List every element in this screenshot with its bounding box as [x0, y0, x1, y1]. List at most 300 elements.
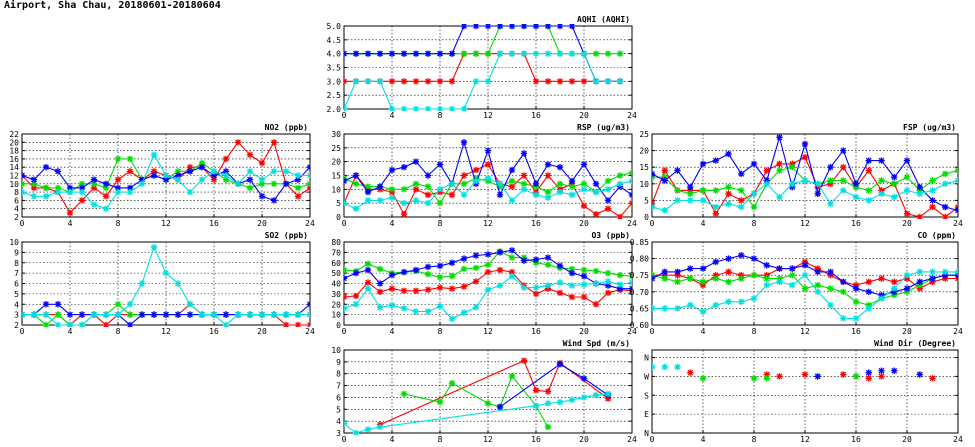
data-point-blue [437, 263, 443, 269]
data-point-red [271, 139, 277, 145]
data-point-blue [473, 252, 479, 258]
data-point-green [509, 254, 515, 260]
y-tick-label: 15 [639, 163, 649, 173]
x-tick-label: 24 [953, 327, 963, 336]
data-point-blue [569, 178, 575, 184]
data-point-red [79, 197, 85, 203]
data-point-cyan [461, 192, 467, 198]
data-point-green [581, 267, 587, 273]
y-tick-label: N [644, 353, 649, 363]
data-point-red [662, 167, 668, 173]
data-point-cyan [307, 311, 313, 317]
data-point-cyan [827, 302, 833, 308]
data-point-green [437, 274, 443, 280]
data-point-red [295, 322, 301, 328]
data-point-blue [187, 168, 193, 174]
data-point-cyan [461, 106, 467, 112]
data-point-cyan [401, 305, 407, 311]
data-point-cyan [649, 305, 655, 311]
data-point-blue [271, 197, 277, 203]
data-point-cyan [187, 189, 193, 195]
data-point-red [413, 186, 419, 192]
data-point-cyan [365, 78, 371, 84]
data-point-green [19, 181, 25, 187]
data-point-cyan [365, 426, 371, 432]
y-tick-label: 3 [14, 310, 19, 320]
data-point-green [485, 400, 491, 406]
data-point-blue [461, 23, 467, 29]
y-tick-label: 60 [331, 258, 341, 268]
data-point-blue [67, 311, 73, 317]
data-point-green [700, 187, 706, 193]
data-point-green [43, 322, 49, 328]
data-point-cyan [341, 305, 347, 311]
data-point-blue [815, 373, 821, 379]
data-point-cyan [827, 201, 833, 207]
y-tick-label: 14 [9, 163, 19, 173]
data-point-red [449, 78, 455, 84]
data-point-red [929, 375, 935, 381]
data-point-blue [802, 141, 808, 147]
data-point-green [509, 373, 515, 379]
data-point-green [413, 181, 419, 187]
data-point-green [461, 181, 467, 187]
data-point-cyan [725, 299, 731, 305]
data-point-red [377, 289, 383, 295]
data-point-blue [151, 311, 157, 317]
data-point-blue [43, 301, 49, 307]
data-point-green [425, 271, 431, 277]
data-point-blue [764, 262, 770, 268]
data-point-red [687, 369, 693, 375]
data-point-blue [223, 311, 229, 317]
data-point-green [789, 272, 795, 278]
y-tick-label: 4 [336, 417, 341, 427]
series-line-red [380, 361, 608, 425]
data-point-cyan [764, 282, 770, 288]
data-point-cyan [700, 309, 706, 315]
x-tick-label: 16 [209, 327, 219, 336]
y-tick-label: 5 [336, 405, 341, 415]
y-tick-label: 8 [336, 369, 341, 379]
data-point-blue [878, 157, 884, 163]
x-tick-label: 0 [649, 219, 655, 228]
data-point-green [295, 185, 301, 191]
x-tick-label: 16 [531, 327, 541, 336]
data-point-cyan [425, 200, 431, 206]
data-point-blue [425, 50, 431, 56]
data-point-cyan [569, 192, 575, 198]
data-point-red [866, 375, 872, 381]
data-point-cyan [674, 364, 680, 370]
data-point-red [533, 291, 539, 297]
data-point-cyan [259, 176, 265, 182]
y-tick-label: 25 [331, 143, 341, 153]
data-point-blue [413, 158, 419, 164]
data-point-blue [891, 368, 897, 374]
data-point-blue [341, 50, 347, 56]
x-tick-label: 4 [389, 327, 395, 336]
x-tick-label: 0 [649, 327, 655, 336]
data-point-red [840, 371, 846, 377]
y-tick-label: 0.85 [629, 238, 649, 247]
data-point-blue [533, 256, 539, 262]
data-point-cyan [175, 280, 181, 286]
x-tick-label: 0 [649, 435, 655, 444]
data-point-cyan [377, 197, 383, 203]
data-point-red [545, 78, 551, 84]
data-point-cyan [674, 197, 680, 203]
data-point-red [917, 214, 923, 220]
data-point-blue [425, 264, 431, 270]
data-point-cyan [751, 191, 757, 197]
data-point-green [605, 270, 611, 276]
data-point-cyan [353, 206, 359, 212]
x-tick-label: 0 [341, 327, 347, 336]
y-tick-label: 3.0 [326, 77, 341, 87]
data-point-red [904, 210, 910, 216]
data-point-green [485, 50, 491, 56]
data-point-cyan [151, 244, 157, 250]
data-point-red [738, 197, 744, 203]
x-tick-label: 24 [953, 435, 963, 444]
y-tick-label: 7 [336, 381, 341, 391]
data-point-cyan [605, 78, 611, 84]
data-point-green [929, 177, 935, 183]
series-group [341, 357, 611, 436]
x-tick-label: 4 [700, 327, 706, 336]
data-point-green [127, 156, 133, 162]
data-point-blue [353, 172, 359, 178]
data-point-red [389, 78, 395, 84]
x-tick-label: 0 [341, 111, 347, 120]
data-point-cyan [223, 172, 229, 178]
data-point-cyan [593, 78, 599, 84]
data-point-cyan [649, 364, 655, 370]
data-point-blue [461, 139, 467, 145]
data-point-cyan [175, 176, 181, 182]
series-line-cyan [652, 181, 958, 211]
data-point-red [776, 161, 782, 167]
x-tick-label: 8 [437, 435, 443, 444]
data-point-blue [557, 361, 563, 367]
chart-no2 [9, 123, 315, 228]
data-point-green [473, 50, 479, 56]
data-point-blue [103, 181, 109, 187]
data-point-cyan [365, 285, 371, 291]
x-tick-label: 4 [700, 219, 706, 228]
data-point-green [687, 275, 693, 281]
y-tick-label: 20 [331, 157, 341, 167]
chart-title: SO2 (ppb) [264, 231, 308, 240]
data-point-cyan [377, 304, 383, 310]
data-point-green [593, 50, 599, 56]
data-point-cyan [365, 197, 371, 203]
data-point-green [545, 424, 551, 430]
data-point-green [725, 184, 731, 190]
data-point-cyan [917, 191, 923, 197]
data-point-green [751, 375, 757, 381]
data-point-cyan [473, 304, 479, 310]
data-point-blue [55, 168, 61, 174]
data-point-blue [815, 269, 821, 275]
data-point-blue [917, 279, 923, 285]
data-point-blue [365, 189, 371, 195]
data-point-green [725, 279, 731, 285]
data-point-cyan [629, 279, 635, 285]
series-group [649, 364, 936, 382]
data-point-red [581, 78, 587, 84]
y-tick-label: 70 [331, 248, 341, 258]
data-point-cyan [485, 175, 491, 181]
data-point-blue [662, 269, 668, 275]
data-point-green [461, 266, 467, 272]
data-point-green [605, 50, 611, 56]
data-point-cyan [569, 397, 575, 403]
data-point-red [840, 164, 846, 170]
data-point-green [891, 181, 897, 187]
chart-title: RSP (ug/m3) [577, 123, 630, 132]
data-point-cyan [904, 272, 910, 278]
data-point-blue [533, 181, 539, 187]
data-point-cyan [127, 301, 133, 307]
y-tick-label: 6 [336, 393, 341, 403]
data-point-blue [127, 322, 133, 328]
y-tick-label: 10 [9, 238, 19, 247]
data-point-green [815, 282, 821, 288]
data-point-cyan [649, 204, 655, 210]
y-tick-label: 5 [14, 289, 19, 299]
data-point-blue [904, 285, 910, 291]
x-tick-label: 20 [257, 327, 267, 336]
x-tick-label: 8 [751, 435, 757, 444]
data-point-red [437, 78, 443, 84]
data-point-cyan [413, 197, 419, 203]
data-point-cyan [223, 322, 229, 328]
data-point-green [674, 187, 680, 193]
data-point-blue [649, 275, 655, 281]
data-point-cyan [891, 285, 897, 291]
data-point-green [115, 301, 121, 307]
data-point-blue [866, 289, 872, 295]
data-point-blue [485, 23, 491, 29]
data-point-cyan [581, 394, 587, 400]
data-point-cyan [43, 193, 49, 199]
data-point-red [413, 78, 419, 84]
y-tick-label: 5 [644, 196, 649, 206]
data-point-cyan [569, 50, 575, 56]
data-point-blue [43, 164, 49, 170]
data-point-red [413, 288, 419, 294]
y-tick-label: 20 [639, 146, 649, 156]
data-point-blue [840, 147, 846, 153]
data-point-red [581, 203, 587, 209]
chart-title: FSP (ug/m3) [903, 123, 956, 132]
data-point-red [509, 183, 515, 189]
data-point-red [545, 388, 551, 394]
data-point-cyan [713, 302, 719, 308]
y-tick-label: 80 [331, 238, 341, 247]
data-point-green [751, 272, 757, 278]
y-tick-label: 7 [14, 269, 19, 279]
data-point-cyan [802, 272, 808, 278]
data-point-cyan [139, 181, 145, 187]
data-point-blue [449, 260, 455, 266]
data-point-blue [247, 176, 253, 182]
data-point-green [776, 167, 782, 173]
x-tick-label: 4 [389, 219, 395, 228]
data-point-cyan [401, 200, 407, 206]
x-tick-label: 16 [531, 435, 541, 444]
data-point-cyan [67, 189, 73, 195]
data-point-blue [955, 207, 961, 213]
data-point-cyan [103, 206, 109, 212]
data-point-cyan [151, 152, 157, 158]
data-point-green [700, 375, 706, 381]
data-point-blue [497, 23, 503, 29]
data-point-green [942, 171, 948, 177]
data-point-cyan [815, 289, 821, 295]
data-point-blue [533, 23, 539, 29]
data-point-green [827, 177, 833, 183]
series-line-cyan [344, 394, 608, 433]
data-point-cyan [437, 303, 443, 309]
data-point-cyan [247, 168, 253, 174]
data-point-green [687, 191, 693, 197]
data-point-cyan [79, 189, 85, 195]
data-point-blue [545, 161, 551, 167]
data-point-cyan [713, 204, 719, 210]
data-point-blue [389, 50, 395, 56]
data-point-blue [789, 265, 795, 271]
x-tick-label: 4 [389, 435, 395, 444]
data-point-blue [738, 171, 744, 177]
data-point-blue [389, 272, 395, 278]
data-point-cyan [629, 178, 635, 184]
data-point-cyan [581, 50, 587, 56]
data-point-blue [401, 164, 407, 170]
data-point-blue [187, 311, 193, 317]
data-point-blue [581, 273, 587, 279]
data-point-cyan [815, 181, 821, 187]
data-point-red [581, 294, 587, 300]
data-point-cyan [163, 172, 169, 178]
data-point-red [485, 269, 491, 275]
y-tick-label: 22 [9, 130, 19, 139]
data-point-red [103, 322, 109, 328]
data-point-blue [31, 176, 37, 182]
data-point-red [103, 193, 109, 199]
data-point-cyan [449, 106, 455, 112]
data-point-blue [521, 257, 527, 263]
data-point-cyan [19, 189, 25, 195]
data-point-green [449, 273, 455, 279]
data-point-red [533, 78, 539, 84]
y-tick-label: 2 [14, 213, 19, 222]
y-tick-label: 4 [14, 204, 19, 214]
data-point-green [904, 174, 910, 180]
x-tick-label: 4 [67, 327, 73, 336]
data-point-red [866, 167, 872, 173]
data-point-cyan [521, 284, 527, 290]
data-point-cyan [425, 308, 431, 314]
data-point-cyan [738, 204, 744, 210]
data-point-cyan [904, 187, 910, 193]
data-point-cyan [91, 201, 97, 207]
data-point-cyan [545, 400, 551, 406]
data-point-cyan [557, 50, 563, 56]
data-point-red [473, 167, 479, 173]
data-point-cyan [605, 278, 611, 284]
data-point-cyan [19, 311, 25, 317]
data-point-green [853, 299, 859, 305]
data-point-cyan [413, 106, 419, 112]
data-point-cyan [295, 311, 301, 317]
x-tick-label: 12 [483, 435, 493, 444]
x-tick-label: 8 [115, 219, 121, 228]
data-point-cyan [449, 316, 455, 322]
data-point-red [127, 168, 133, 174]
data-point-red [725, 269, 731, 275]
data-point-cyan [521, 186, 527, 192]
data-point-cyan [955, 269, 961, 275]
data-point-blue [629, 192, 635, 198]
data-point-blue [377, 280, 383, 286]
y-tick-label: 12 [9, 171, 19, 181]
y-tick-label: 40 [331, 279, 341, 289]
data-point-red [235, 139, 241, 145]
data-point-green [365, 261, 371, 267]
data-point-green [662, 275, 668, 281]
data-point-blue [55, 301, 61, 307]
data-point-cyan [866, 197, 872, 203]
x-tick-label: 16 [851, 219, 861, 228]
data-point-red [425, 192, 431, 198]
data-point-red [605, 206, 611, 212]
data-point-blue [700, 161, 706, 167]
y-tick-label: 8 [14, 258, 19, 268]
data-point-cyan [853, 194, 859, 200]
data-point-green [437, 200, 443, 206]
data-point-cyan [738, 299, 744, 305]
x-tick-label: 24 [953, 219, 963, 228]
data-point-blue [377, 183, 383, 189]
data-point-blue [377, 50, 383, 56]
data-point-red [461, 283, 467, 289]
data-point-blue [389, 167, 395, 173]
data-point-green [377, 266, 383, 272]
chart-wind-dir [644, 338, 963, 444]
data-point-blue [904, 157, 910, 163]
data-point-green [55, 311, 61, 317]
y-tick-label: 4 [14, 300, 19, 310]
x-tick-label: 20 [902, 327, 912, 336]
data-point-green [674, 279, 680, 285]
data-point-blue [866, 157, 872, 163]
data-point-green [713, 187, 719, 193]
data-point-green [827, 285, 833, 291]
y-tick-label: 15 [331, 171, 341, 181]
data-point-blue [776, 134, 782, 140]
chart-aqhi [327, 15, 637, 120]
data-point-cyan [521, 50, 527, 56]
data-point-cyan [461, 309, 467, 315]
data-point-blue [497, 249, 503, 255]
data-point-green [802, 285, 808, 291]
data-point-red [802, 371, 808, 377]
y-tick-label: 9 [336, 357, 341, 367]
data-point-red [295, 193, 301, 199]
